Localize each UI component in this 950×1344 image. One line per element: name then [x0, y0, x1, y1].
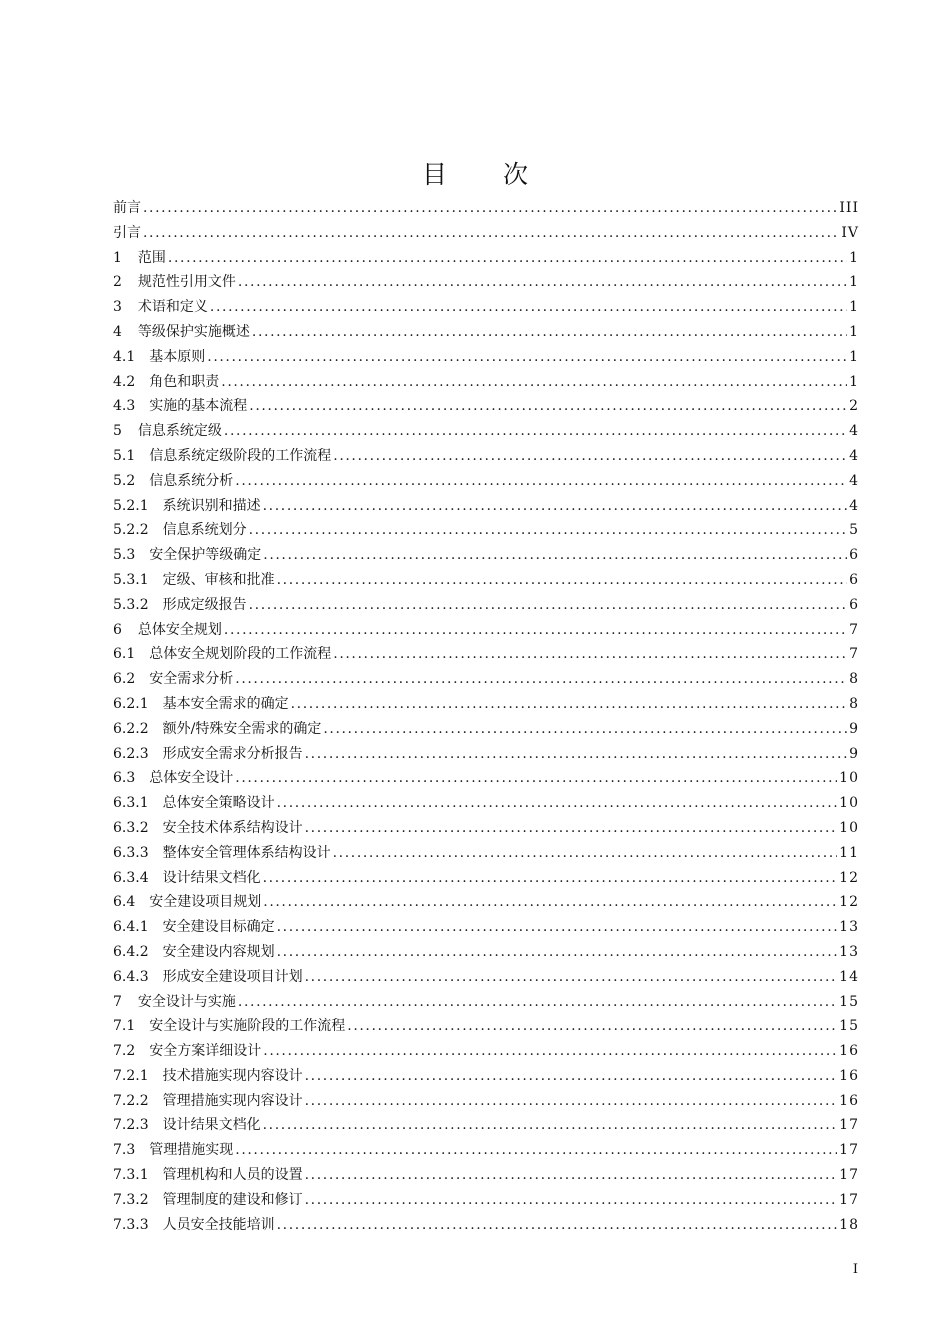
toc-entry-page: 9	[849, 745, 859, 762]
toc-entry-label: 安全方案详细设计	[149, 1043, 262, 1060]
toc-entry[interactable]	[113, 1065, 859, 1090]
toc-entry-number: 4.2	[113, 373, 136, 390]
toc-entry-label: 规范性引用文件	[137, 274, 236, 291]
toc-leader-dots	[235, 671, 847, 687]
toc-leader-dots	[224, 423, 847, 439]
toc-entry-label: 安全保护等级确定	[149, 547, 262, 564]
toc-entry-number: 6.2.1	[113, 695, 149, 712]
toc-entry-page: 17	[839, 1191, 859, 1208]
toc-entry-number: 7.3	[113, 1142, 136, 1159]
toc-entry-number: 7.2.2	[113, 1092, 149, 1109]
toc-entry[interactable]	[113, 1164, 859, 1189]
toc-entry-number: 6.2.3	[113, 745, 149, 762]
toc-title: 目 次	[422, 160, 552, 189]
toc-entry-number: 6.4.1	[113, 919, 149, 936]
toc-entry-label: 等级保护实施概述	[137, 323, 250, 340]
toc-leader-dots	[277, 795, 838, 811]
toc-entry-label: 范围	[137, 249, 166, 266]
toc-entry-number: 7.3.1	[113, 1167, 149, 1184]
toc-leader-dots	[252, 324, 847, 340]
toc-entry-page: 13	[839, 919, 859, 936]
toc-entry-page: 7	[849, 621, 859, 638]
toc-entry-page: 17	[839, 1117, 859, 1134]
toc-entry[interactable]	[113, 1114, 859, 1139]
toc-entry[interactable]	[113, 891, 859, 916]
toc-entry-number: 7.1	[113, 1018, 136, 1035]
toc-entry-number: 6.3.2	[113, 819, 149, 836]
toc-entry-page: 10	[839, 770, 859, 787]
toc-entry-page: 9	[849, 720, 859, 737]
toc-leader-dots	[249, 522, 847, 538]
toc-entry-page: 12	[839, 869, 859, 886]
toc-entry-number: 7	[113, 993, 122, 1010]
toc-entry-page: 17	[839, 1142, 859, 1159]
toc-entry-number: 6.3.4	[113, 869, 149, 886]
toc-leader-dots	[168, 250, 847, 266]
toc-entry-label: 整体安全管理体系结构设计	[162, 844, 331, 861]
toc-entry[interactable]	[113, 247, 859, 272]
toc-entry[interactable]	[113, 916, 859, 941]
toc-leader-dots	[277, 1217, 838, 1233]
toc-entry-label: 形成安全建设项目计划	[162, 968, 303, 985]
toc-entry-number: 6.4	[113, 894, 136, 911]
toc-entry-page: 15	[839, 993, 859, 1010]
toc-leader-dots	[305, 746, 847, 762]
toc-leader-dots	[235, 473, 847, 489]
toc-leader-dots	[333, 646, 847, 662]
toc-entry-label: 实施的基本流程	[149, 398, 248, 415]
toc-entry[interactable]	[113, 371, 859, 396]
toc-entry-page: 16	[839, 1067, 859, 1084]
toc-entry-number: 5.3	[113, 547, 136, 564]
toc-leader-dots	[305, 1068, 838, 1084]
toc-entry-number: 4.1	[113, 348, 136, 365]
toc-entry-number: 4.3	[113, 398, 136, 415]
toc-entry[interactable]	[113, 321, 859, 346]
toc-entry-page: 6	[849, 571, 859, 588]
toc-entry-page: 1	[849, 373, 859, 390]
toc-entry-label: 安全需求分析	[149, 671, 234, 688]
toc-entry-number: 6.2	[113, 671, 136, 688]
toc-entry-number: 7.2.3	[113, 1117, 149, 1134]
toc-leader-dots	[224, 622, 847, 638]
toc-entry-page: 12	[839, 894, 859, 911]
toc-entry-number: 5.2.1	[113, 497, 149, 514]
toc-entry-page: 10	[839, 795, 859, 812]
toc-entry[interactable]	[113, 867, 859, 892]
toc-leader-dots	[263, 547, 847, 563]
toc-entry-label: 形成定级报告	[162, 596, 247, 613]
toc-entry-number: 7.3.3	[113, 1216, 149, 1233]
toc-leader-dots	[235, 770, 837, 786]
toc-entry[interactable]	[113, 643, 859, 668]
toc-entry-label: 系统识别和描述	[162, 497, 261, 514]
toc-entry-number: 6.4.3	[113, 968, 149, 985]
toc-entry[interactable]	[113, 346, 859, 371]
toc-leader-dots	[210, 299, 847, 315]
toc-entry-page: 8	[849, 671, 859, 688]
toc-entry-page: 14	[839, 968, 859, 985]
toc-entry-number: 5.3.2	[113, 596, 149, 613]
toc-leader-dots	[305, 1167, 838, 1183]
toc-entry-label: 管理机构和人员的设置	[162, 1167, 303, 1184]
toc-entry-label: 基本原则	[149, 348, 206, 365]
toc-entry[interactable]	[113, 197, 859, 222]
toc-leader-dots	[143, 200, 837, 216]
toc-entry-label: 总体安全设计	[149, 770, 234, 787]
toc-entry-page: 4	[849, 447, 859, 464]
toc-entry[interactable]	[113, 222, 859, 247]
toc-entry-page: 13	[839, 943, 859, 960]
toc-entry[interactable]	[113, 420, 859, 445]
toc-entry-number: 5.3.1	[113, 571, 149, 588]
toc-entry-label: 管理制度的建设和修订	[162, 1191, 303, 1208]
toc-entry-page: 17	[839, 1167, 859, 1184]
toc-entry-number: 6.4.2	[113, 943, 149, 960]
toc-entry[interactable]	[113, 395, 859, 420]
toc-entry-label: 信息系统定级	[137, 423, 222, 440]
toc-entry[interactable]	[113, 842, 859, 867]
toc-leader-dots	[305, 820, 838, 836]
toc-entry-label: 额外/特殊安全需求的确定	[162, 720, 322, 737]
toc-entry[interactable]	[113, 470, 859, 495]
toc-entry[interactable]	[113, 495, 859, 520]
toc-entry[interactable]	[113, 594, 859, 619]
toc-entry-label: 安全建设目标确定	[162, 919, 275, 936]
toc-entry-page: 1	[849, 249, 859, 266]
toc-entry-page: 1	[849, 299, 859, 316]
toc-entry-number: 6.1	[113, 646, 136, 663]
toc-entry[interactable]	[113, 1139, 859, 1164]
toc-leader-dots	[143, 225, 839, 241]
toc-entry-number: 引言	[113, 224, 141, 241]
toc-entry-number: 6	[113, 621, 122, 638]
toc-leader-dots	[263, 894, 837, 910]
toc-entry-label: 术语和定义	[137, 299, 208, 316]
toc-entry-page: 8	[849, 695, 859, 712]
toc-entry-page: 4	[849, 423, 859, 440]
toc-leader-dots	[333, 448, 847, 464]
toc-leader-dots	[277, 572, 847, 588]
toc-entry-label: 安全设计与实施	[137, 993, 236, 1010]
toc-entry-number: 6.3	[113, 770, 136, 787]
toc-entry-number: 7.2.1	[113, 1067, 149, 1084]
toc-entry-label: 管理措施实现	[149, 1142, 234, 1159]
toc-entry[interactable]	[113, 767, 859, 792]
toc-entry[interactable]	[113, 718, 859, 743]
toc-entry-number: 5.1	[113, 447, 136, 464]
toc-entry-label: 角色和职责	[149, 373, 220, 390]
toc-entry-page: III	[839, 200, 859, 216]
toc-entry-number: 2	[113, 274, 122, 291]
toc-entry-page: 1	[849, 323, 859, 340]
toc-entry[interactable]	[113, 693, 859, 718]
toc-entry-page: 6	[849, 596, 859, 613]
toc-leader-dots	[238, 994, 837, 1010]
toc-entry-page: 4	[849, 472, 859, 489]
toc-entry[interactable]	[113, 743, 859, 768]
toc-entry-label: 安全建设项目规划	[149, 894, 262, 911]
toc-entry-page: 11	[839, 844, 859, 861]
toc-entry-page: 1	[849, 274, 859, 291]
page-number: I	[852, 1262, 858, 1277]
toc-leader-dots	[263, 1117, 838, 1133]
toc-entry[interactable]	[113, 519, 859, 544]
toc-entry[interactable]	[113, 445, 859, 470]
toc-entry-label: 形成安全需求分析报告	[162, 745, 303, 762]
toc-leader-dots	[323, 721, 847, 737]
toc-entry-page: 10	[839, 819, 859, 836]
toc-leader-dots	[305, 1093, 838, 1109]
toc-entry-label: 总体安全规划阶段的工作流程	[149, 646, 332, 663]
toc-entry-label: 信息系统定级阶段的工作流程	[149, 447, 332, 464]
toc-entry[interactable]	[113, 792, 859, 817]
toc-entry-label: 管理措施实现内容设计	[162, 1092, 303, 1109]
toc-entry-label: 安全设计与实施阶段的工作流程	[149, 1018, 346, 1035]
toc-leader-dots	[347, 1018, 837, 1034]
toc-leader-dots	[207, 349, 847, 365]
toc-entry-label: 总体安全规划	[137, 621, 222, 638]
toc-leader-dots	[238, 274, 847, 290]
toc-entry-page: 2	[849, 398, 859, 415]
toc-entry-number: 4	[113, 323, 122, 340]
toc-leader-dots	[249, 597, 847, 613]
toc-leader-dots	[305, 1192, 838, 1208]
toc-entry-page: 1	[849, 348, 859, 365]
toc-leader-dots	[263, 1043, 837, 1059]
toc-entry[interactable]	[113, 817, 859, 842]
toc-entry-label: 总体安全策略设计	[162, 795, 275, 812]
toc-entry-number: 5	[113, 423, 122, 440]
toc-entry[interactable]	[113, 668, 859, 693]
toc-entry-page: 15	[839, 1018, 859, 1035]
toc-entry-page: 18	[839, 1216, 859, 1233]
toc-entry-label: 定级、审核和批准	[162, 571, 275, 588]
toc-leader-dots	[249, 398, 847, 414]
toc-entry[interactable]	[113, 619, 859, 644]
toc-leader-dots	[277, 944, 838, 960]
toc-entry[interactable]	[113, 1015, 859, 1040]
toc-leader-dots	[263, 498, 847, 514]
toc-leader-dots	[305, 969, 838, 985]
toc-leader-dots	[235, 1142, 837, 1158]
toc-entry[interactable]	[113, 1040, 859, 1065]
toc-entry-page: IV	[841, 224, 859, 241]
toc-entry-number: 3	[113, 299, 122, 316]
toc-entry-label: 安全技术体系结构设计	[162, 819, 303, 836]
toc-leader-dots	[291, 696, 847, 712]
toc-entry-number: 7.3.2	[113, 1191, 149, 1208]
toc-entry-number: 5.2.2	[113, 522, 149, 539]
toc-entry-label: 设计结果文档化	[162, 1117, 261, 1134]
toc-entry-page: 7	[849, 646, 859, 663]
toc-leader-dots	[277, 919, 838, 935]
toc-entry-label: 信息系统分析	[149, 472, 234, 489]
toc-leader-dots	[263, 870, 838, 886]
toc-entry-label: 技术措施实现内容设计	[162, 1067, 303, 1084]
toc-entry[interactable]	[113, 1090, 859, 1115]
toc-entry[interactable]	[113, 966, 859, 991]
toc-entry-number: 前言	[113, 200, 141, 216]
toc-entry-number: 6.2.2	[113, 720, 149, 737]
toc-entry[interactable]	[113, 1214, 859, 1239]
toc-entry-label: 信息系统划分	[162, 522, 247, 539]
toc-entry-number: 6.3.3	[113, 844, 149, 861]
toc-entry-label: 人员安全技能培训	[162, 1216, 275, 1233]
toc-entry-page: 5	[849, 522, 859, 539]
toc-entry-page: 4	[849, 497, 859, 514]
toc-entry-page: 16	[839, 1043, 859, 1060]
toc-entry-label: 安全建设内容规划	[162, 943, 275, 960]
toc-entry[interactable]	[113, 296, 859, 321]
toc-entry-label: 设计结果文档化	[162, 869, 261, 886]
toc-entry-number: 1	[113, 249, 122, 266]
table-of-contents	[113, 197, 859, 1238]
toc-leader-dots	[221, 374, 847, 390]
toc-entry[interactable]	[113, 991, 859, 1016]
toc-entry[interactable]	[113, 544, 859, 569]
toc-leader-dots	[333, 845, 838, 861]
toc-entry-page: 16	[839, 1092, 859, 1109]
toc-entry[interactable]	[113, 941, 859, 966]
toc-entry[interactable]	[113, 271, 859, 296]
toc-entry[interactable]	[113, 1189, 859, 1214]
toc-entry-page: 6	[849, 547, 859, 564]
toc-entry[interactable]	[113, 569, 859, 594]
toc-entry-number: 7.2	[113, 1043, 136, 1060]
toc-entry-number: 5.2	[113, 472, 136, 489]
toc-entry-label: 基本安全需求的确定	[162, 695, 289, 712]
toc-entry-number: 6.3.1	[113, 795, 149, 812]
